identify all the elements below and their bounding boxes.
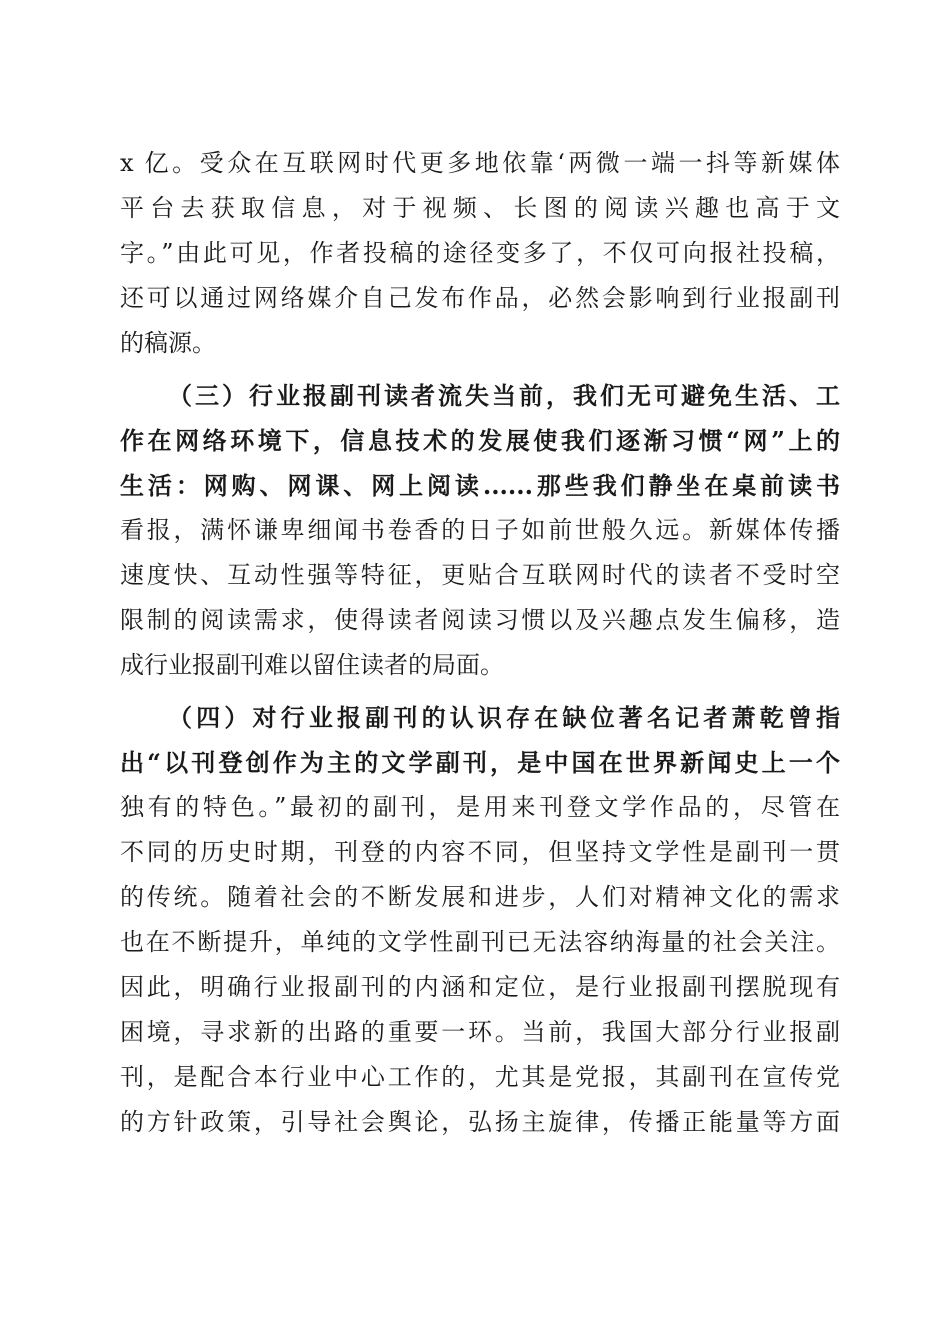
text-line: 成行业报副刊难以留住读者的局面。 bbox=[120, 651, 504, 679]
section-heading-line: （四）对行业报副刊的认识存在缺位著名记者萧乾曾指 bbox=[168, 703, 840, 732]
text-line: 因此，明确行业报副刊的内涵和定位，是行业报副刊摆脱现有 bbox=[120, 973, 840, 1001]
text-line: 的稿源。 bbox=[120, 329, 216, 357]
section-heading-line: （三）行业报副刊读者流失当前，我们无可避免生活、工 bbox=[168, 381, 840, 410]
text-line: 还可以通过网络媒介自己发布作品，必然会影响到行业报副刊 bbox=[120, 284, 840, 312]
text-line: 字。”由此可见，作者投稿的途径变多了，不仅可向报社投稿， bbox=[120, 239, 840, 267]
text-line: 速度快、互动性强等特征，更贴合互联网时代的读者不受时空 bbox=[120, 561, 840, 589]
text-line: 限制的阅读需求，使得读者阅读习惯以及兴趣点发生偏移，造 bbox=[120, 606, 840, 634]
text-line: 不同的历史时期，刊登的内容不同，但坚持文学性是副刊一贯 bbox=[120, 838, 840, 866]
document-body bbox=[120, 141, 840, 1145]
text-line: 刊，是配合本行业中心工作的，尤其是党报，其副刊在宣传党 bbox=[120, 1063, 840, 1091]
text-line: 的方针政策，引导社会舆论，弘扬主旋律，传播正能量等方面 bbox=[120, 1108, 840, 1136]
text-line: 的传统。随着社会的不断发展和进步，人们对精神文化的需求 bbox=[120, 883, 840, 911]
text-line: 生活：网购、网课、网上阅读......那些我们静坐在桌前读书 bbox=[120, 471, 840, 500]
text-line: 看报，满怀谦卑细闻书卷香的日子如前世般久远。新媒体传播 bbox=[120, 516, 840, 544]
text-line: 困境，寻求新的出路的重要一环。当前，我国大部分行业报副 bbox=[120, 1018, 840, 1046]
paragraph-gap bbox=[120, 688, 840, 695]
text-line: 也在不断提升，单纯的文学性副刊已无法容纳海量的社会关注。 bbox=[120, 928, 840, 956]
text-line: 平台去获取信息，对于视频、长图的阅读兴趣也高于文 bbox=[120, 194, 840, 222]
paragraph-section-four bbox=[120, 695, 840, 1145]
paragraph-section-three bbox=[120, 373, 840, 688]
text-line: 作在网络环境下，信息技术的发展使我们逐渐习惯“网”上的 bbox=[120, 426, 840, 455]
paragraph-continuation bbox=[120, 141, 840, 366]
text-line: 出“以刊登创作为主的文学副刊，是中国在世界新闻史上一个 bbox=[120, 748, 840, 777]
text-line: x 亿。受众在互联网时代更多地依靠‘两微一端一抖等新媒体 bbox=[120, 149, 840, 177]
paragraph-gap bbox=[120, 366, 840, 373]
text-line: 独有的特色。”最初的副刊，是用来刊登文学作品的，尽管在 bbox=[120, 793, 840, 821]
